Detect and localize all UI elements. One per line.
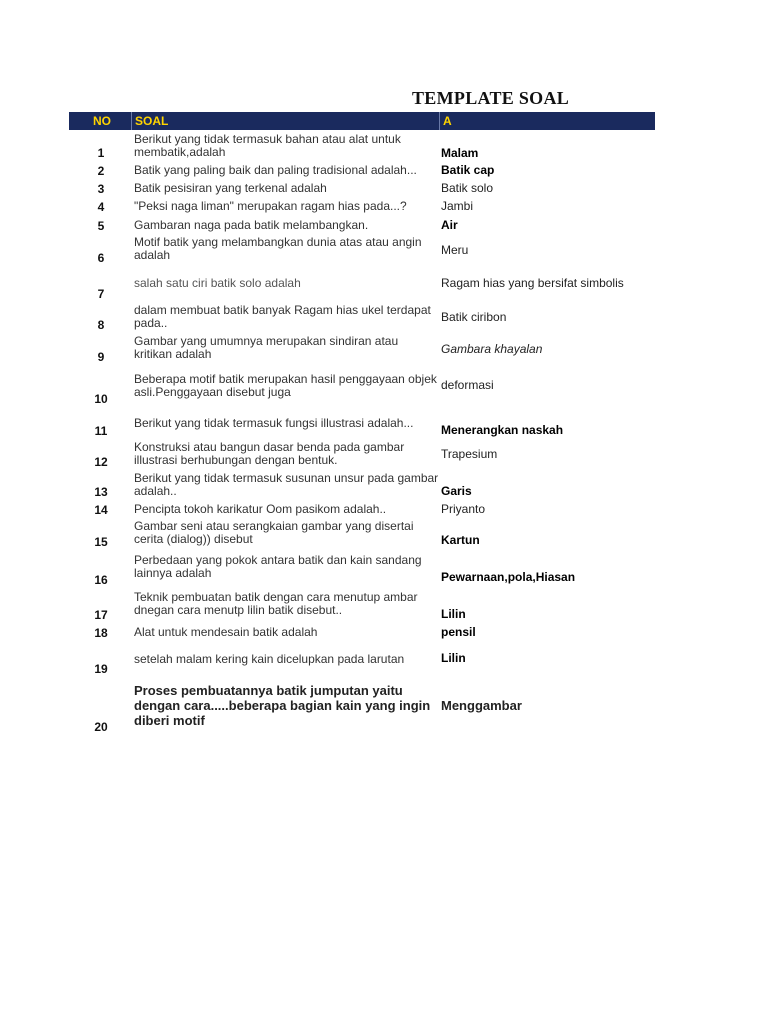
table-row [69,366,655,408]
row-number: 8 [97,318,105,332]
row-number: 10 [94,392,108,406]
question-text: Gambaran naga pada batik melambangkan. [134,218,369,232]
answer-text: Kartun [441,533,480,547]
question-text: Konstruksi atau bangun dasar benda pada gambar illustrasi berhubungan dengan bentuk. [134,440,405,467]
question-text: Batik pesisiran yang terkenal adalah [134,181,327,195]
table-row [69,551,655,589]
table-row [69,162,655,180]
row-number: 3 [97,182,105,196]
row-number: 7 [97,287,105,301]
table-row [69,235,655,267]
table-row [69,198,655,216]
question-text: Motif batik yang melambangkan dunia atas atau angin adalah [134,235,422,262]
table-row [69,334,655,366]
question-text: Teknik pembuatan batik dengan cara menutup ambar dnegan cara menutp lilin batik disebut.. [134,590,418,617]
answer-text: Batik cap [441,163,495,177]
answer-text: Pewarnaan,pola,Hiasan [441,570,576,584]
answer-text: Menerangkan naskah [441,423,564,437]
answer-text: deformasi [441,378,494,392]
question-text: Alat untuk mendesain batik adalah [134,625,318,639]
question-text: setelah malam kering kain dicelupkan pada larutan [134,652,405,666]
row-number: 13 [94,485,108,499]
answer-text: Jambi [441,199,474,213]
table-row [69,408,655,440]
row-number: 17 [94,608,108,622]
answer-text: Lilin [441,607,466,621]
row-number: 18 [94,626,108,640]
header-divider [131,112,132,130]
question-text: Beberapa motif batik merupakan hasil penggayaan objek asli.Penggayaan disebut juga [134,372,437,399]
answer-text: Lilin [441,651,466,665]
table-row [69,216,655,235]
table-row [69,642,655,678]
row-number: 2 [97,164,105,178]
question-text: dalam membuat batik banyak Ragam hias ukel terdapat pada.. [134,303,431,330]
answer-text: Batik ciribon [441,310,507,324]
question-text: Gambar yang umumnya merupakan sindiran atau kritikan adalah [134,334,399,361]
question-text: Perbedaan yang pokok antara batik dan kain sandang lainnya adalah [134,553,422,580]
header-divider [439,112,440,130]
table-row [69,303,655,334]
table-row [69,501,655,519]
table-row [69,519,655,551]
row-number: 11 [94,424,108,438]
answer-text: Gambara khayalan [441,342,543,356]
table-row [69,440,655,471]
row-number: 16 [94,573,108,587]
answer-text: Batik solo [441,181,494,195]
row-number: 4 [97,200,105,214]
answer-text: Garis [441,484,472,498]
answer-text: Trapesium [441,447,498,461]
row-number: 12 [94,455,108,469]
answer-text: Menggambar [441,698,522,713]
table-row [69,132,655,162]
answer-text: Priyanto [441,502,486,516]
row-number: 6 [97,251,105,265]
question-text: Pencipta tokoh karikatur Oom pasikom adalah.. [134,502,387,516]
table-row [69,471,655,501]
question-text: Gambar seni atau serangkaian gambar yang disertai cerita (dialog)) disebut [134,519,414,546]
question-text: Proses pembuatannya batik jumputan yaitu dengan cara.....beberapa bagian kain yang ingin diberi motif [134,683,431,728]
question-text: Batik yang paling baik dan paling tradisional adalah... [134,163,417,177]
table-row [69,589,655,624]
header-a: A [443,114,452,128]
answer-text: Ragam hias yang bersifat simbolis [441,276,624,290]
question-text: Berikut yang tidak termasuk bahan atau alat untuk membatik,adalah [134,132,401,159]
question-text: salah satu ciri batik solo adalah [134,276,301,290]
table-row [69,624,655,642]
answer-text: Air [441,218,458,232]
table-row [69,267,655,303]
row-number: 5 [97,219,105,233]
table-header [69,112,655,130]
question-text: Berikut yang tidak termasuk susunan unsur pada gambar adalah.. [134,471,439,498]
row-number: 20 [94,720,108,734]
question-text: Berikut yang tidak termasuk fungsi illustrasi adalah... [134,416,414,430]
answer-text: Meru [441,243,469,257]
answer-text: Malam [441,146,479,160]
header-soal: SOAL [135,114,169,128]
row-number: 1 [97,146,105,160]
header-no: NO [93,114,111,128]
row-number: 19 [94,662,108,676]
page-title: TEMPLATE SOAL [412,88,570,108]
table-row [69,678,655,736]
question-text: "Peksi naga liman" merupakan ragam hias pada...? [134,199,407,213]
table-row [69,180,655,198]
answer-text: pensil [441,625,476,639]
row-number: 9 [97,350,105,364]
row-number: 14 [94,503,108,517]
row-number: 15 [94,535,108,549]
